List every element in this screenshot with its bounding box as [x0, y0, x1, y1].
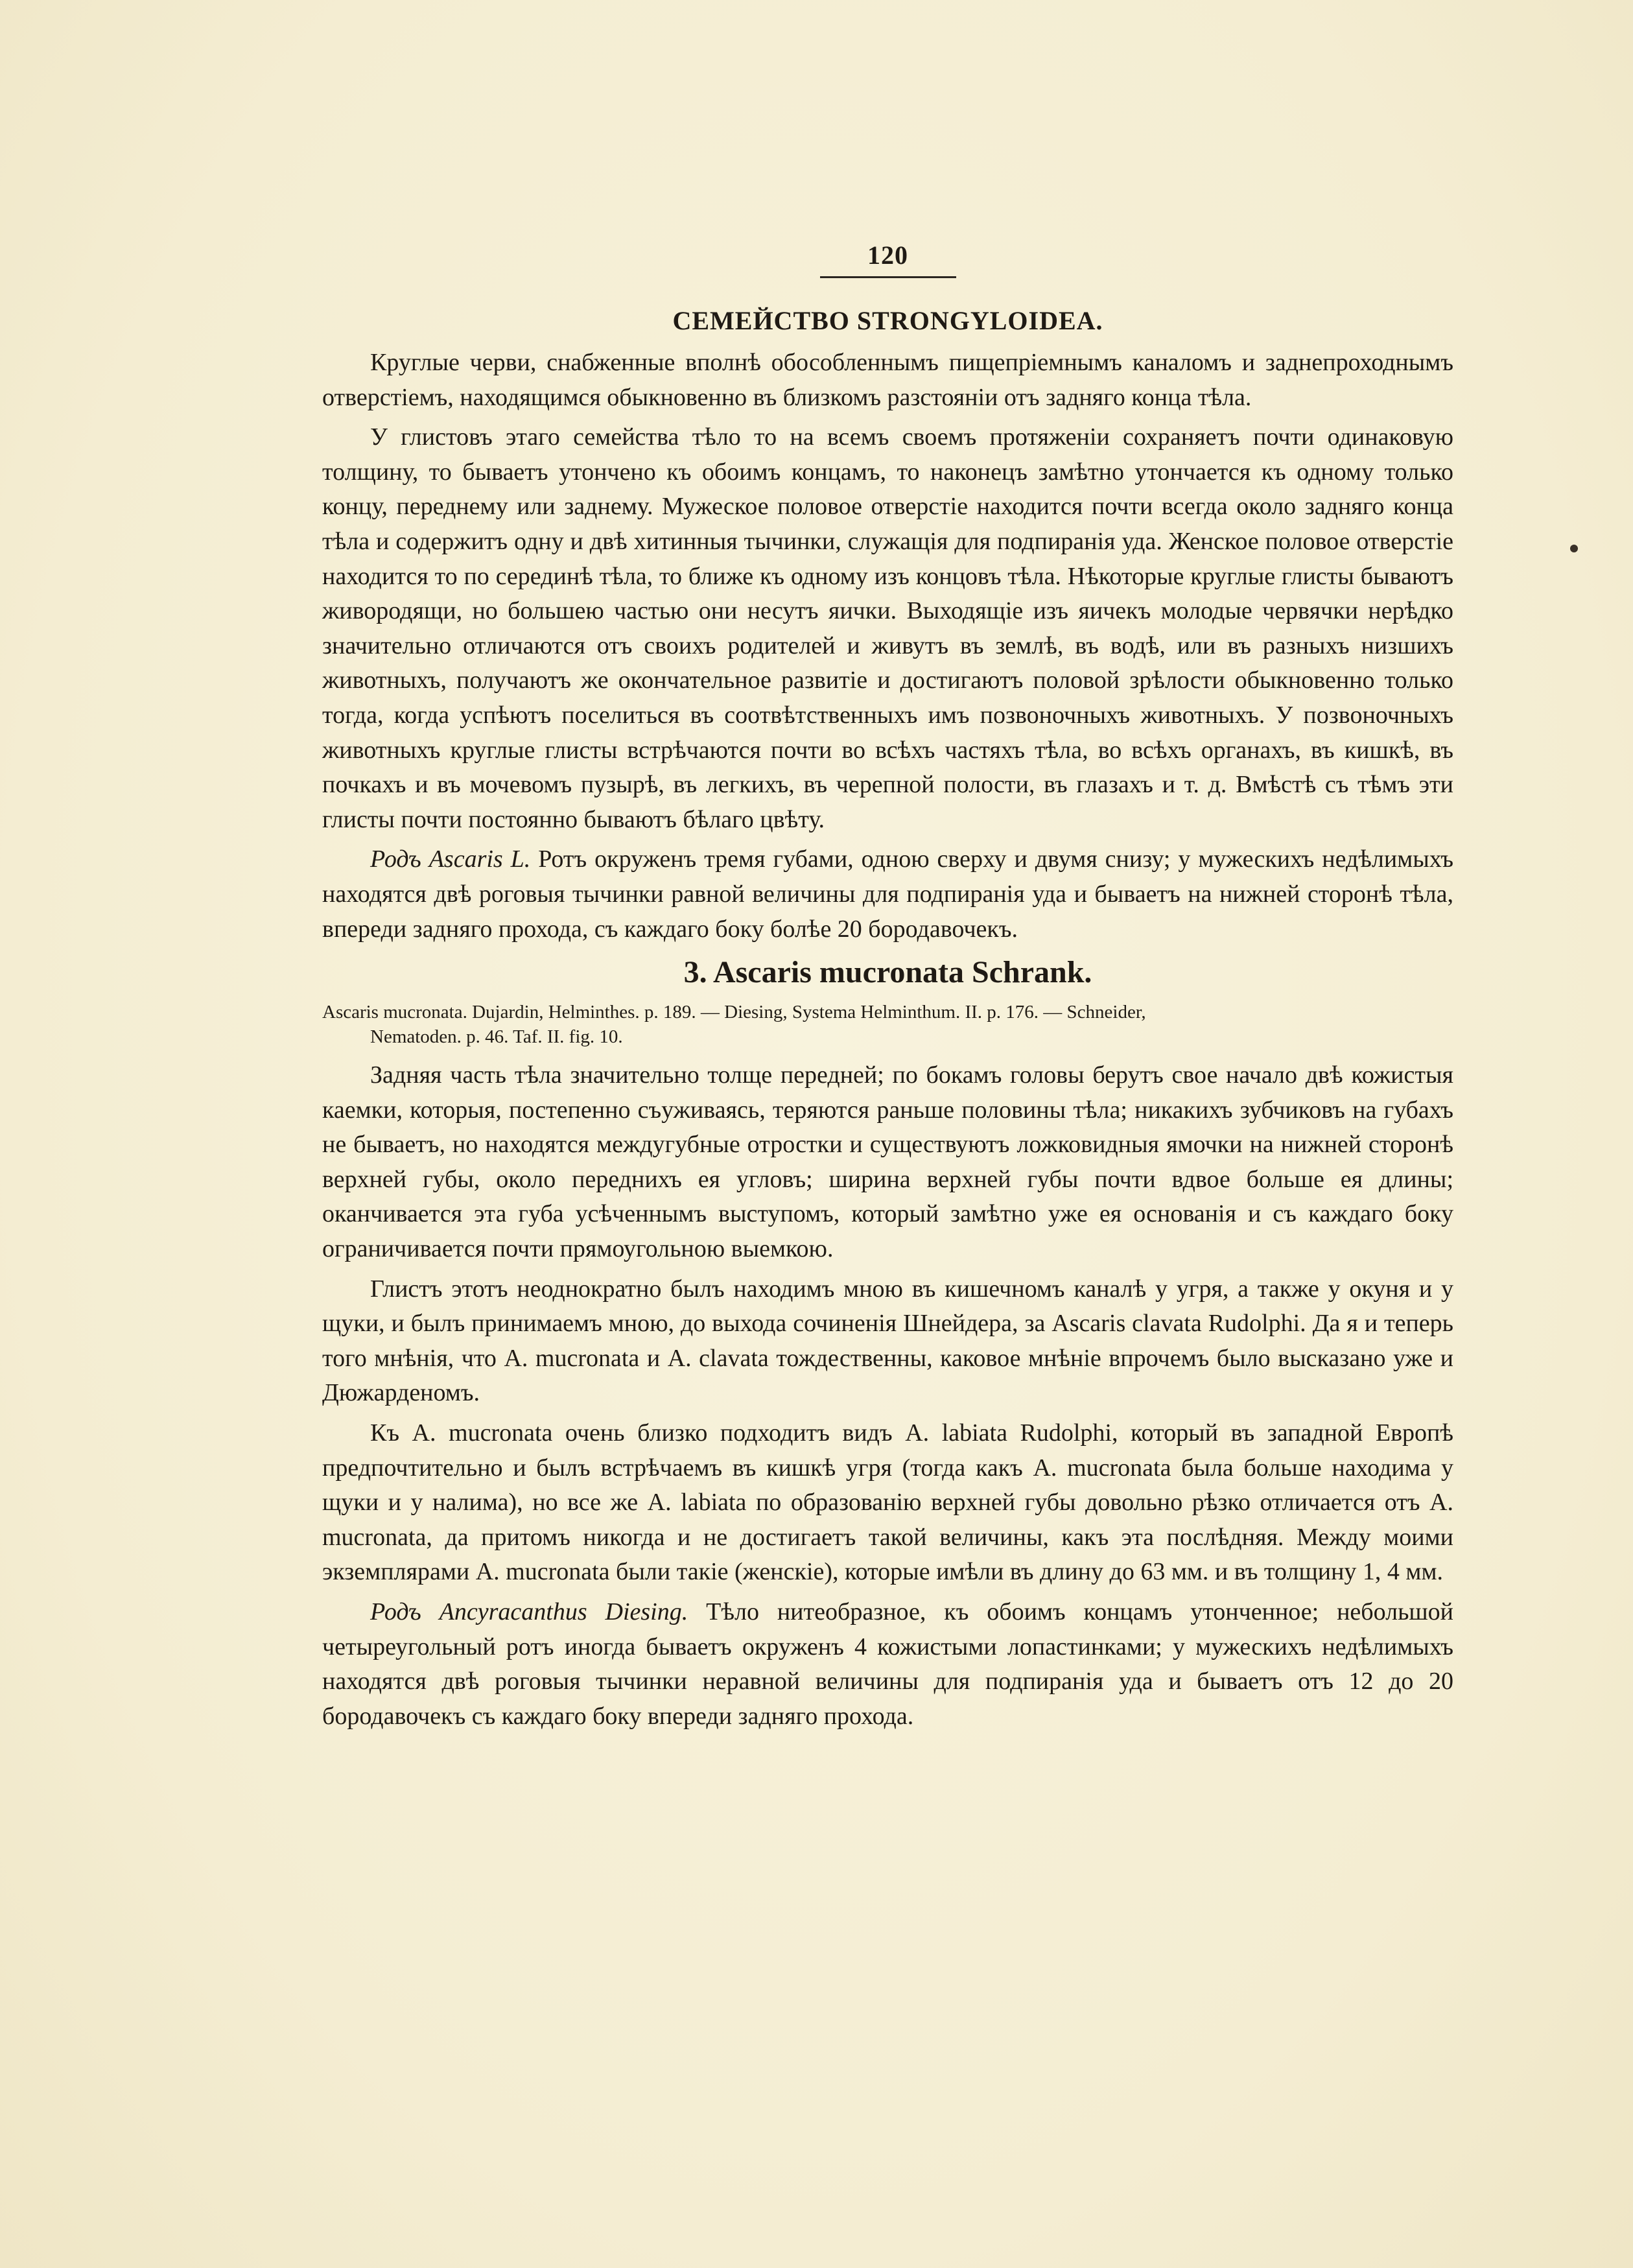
paragraph-intro-2: У глистовъ этаго семейства тѣло то на всемъ своемъ протяженіи сохраняетъ почти одинаковую толщину, то бываетъ утончено къ обоимъ концамъ, то наконецъ замѣтно утончается къ одному только концу, переднему или заднему. Мужеское половое отверстіе находится почти всегда около задняго конца тѣла и содержитъ одну и двѣ хитинныя тычинки, служащія для подпиранія уда. Женское половое отверстіе находится то по серединѣ тѣла, то ближе къ одному изъ концовъ тѣла. Нѣкоторые круглые глисты бываютъ живородящи, но большею частью они несутъ яички. Выходящіе изъ яичекъ молодые червячки нерѣдко значительно отличаются отъ своихъ родителей и живутъ въ землѣ, въ водѣ, или въ разныхъ низшихъ животныхъ, получаютъ же окончательное развитіе и достигаютъ половой зрѣлости обыкновенно только тогда, когда успѣютъ поселиться въ соотвѣтственныхъ имъ позвоночныхъ животныхъ. У позвоночныхъ животныхъ круглые глисты встрѣчаются почти во всѣхъ частяхъ тѣла, во всѣхъ органахъ, въ кишкѣ, въ почкахъ и въ мочевомъ пузырѣ, въ легкихъ, въ черепной полости, въ глазахъ и т. д. Вмѣстѣ съ тѣмъ эти глисты почти постоянно бываютъ бѣлаго цвѣту. — [322, 423, 1453, 833]
genus-ascaris-text: Ротъ окруженъ тремя губами, одною сверху и двумя снизу; у мужескихъ недѣлимыхъ находятся двѣ роговыя тычинки равной величины для подпиранія уда и бываетъ на нижней сторонѣ тѣла, впереди задняго прохода, съ каждаго боку болѣе 20 бородавочекъ. — [322, 845, 1453, 943]
synonymy-line-2: Nematoden. p. 46. Taf. II. fig. 10. — [370, 1026, 623, 1048]
paragraph-genus-ascaris — [322, 842, 1453, 947]
paragraph-species-2: Глистъ этотъ неоднократно былъ находимъ мною въ кишечномъ каналѣ у угря, а также у окуня и у щуки, и былъ принимаемъ мною, до выхода сочиненія Шнейдера, за Ascaris clavata Rudolphi. Да я и теперь того мнѣнія, что A. mucronata и A. clavata тождественны, каковое мнѣніе впрочемъ было высказано уже и Дюжарденомъ. — [322, 1275, 1453, 1407]
synonymy-line-1: Ascaris mucronata. Dujardin, Helminthes. p. 189. — Diesing, Systema Helminthum. II. p. 176. — Schneider, — [322, 1002, 1146, 1023]
genus-ancyracanthus-text: Тѣло нитеобразное, къ обоимъ концамъ утонченное; небольшой четыреугольный ротъ иногда бываетъ окруженъ 4 кожистыми лопастинками; у мужескихъ недѣлимыхъ находятся двѣ роговыя тычинки неравной величины для подпиранія уда и бываетъ отъ 12 до 20 бородавочекъ съ каждаго боку впереди задняго прохода. — [322, 1598, 1453, 1730]
paragraph-species-1: Задняя часть тѣла значительно толще передней; по бокамъ головы берутъ свое начало двѣ кожистыя каемки, которыя, постепенно съуживаясь, теряются раньше половины тѣла; никакихъ зубчиковъ на губахъ не бываетъ, но находятся междугубные отростки и существуютъ ложковидныя ямочки на нижней сторонѣ верхней губы, около переднихъ ея угловъ; ширина верхней губы почти вдвое больше ея длины; оканчивается эта губа усѣченнымъ выступомъ, который замѣтно уже ея основанія и съ каждаго боку ограничивается почти прямоугольною выемкою. — [322, 1061, 1453, 1263]
page-number-rule — [820, 276, 956, 278]
species-title: 3. Ascaris mucronata Schrank. — [683, 955, 1092, 990]
paragraph-species-3: Къ A. mucronata очень близко подходитъ видъ A. labiata Rudolphi, который въ западной Европѣ предпочтительно и былъ встрѣчаемъ въ кишкѣ угря (тогда какъ A. mucronata была больше находима у щуки и у налима), но все же A. labiata по образованію верхней губы довольно рѣзко отличается отъ A. mucronata, да притомъ никогда и не достигаетъ такой величины, какъ эта послѣдняя. Между моими экземплярами A. mucronata были такіе (женскіе), которые имѣли въ длину до 63 мм. и въ толщину 1, 4 мм. — [322, 1419, 1453, 1586]
synonymy-block — [322, 1000, 1453, 1049]
paragraph-intro-1: Круглые черви, снабженные вполнѣ обособленнымъ пищепріемнымъ каналомъ и заднепроходнымъ отверстіемъ, находящимся обыкновенно въ близкомъ разстояніи отъ задняго конца тѣла. — [322, 349, 1453, 411]
genus-ancyracanthus-label: Родъ Ancyracanthus Diesing. — [370, 1598, 688, 1625]
page-number: 120 — [867, 241, 908, 270]
paragraph-genus-ancyracanthus — [322, 1595, 1453, 1734]
text-column — [322, 240, 1453, 1734]
section-title: СЕМЕЙСТВО STRONGYLOIDEA. — [672, 306, 1103, 335]
margin-ink-dot — [1570, 545, 1578, 552]
genus-ascaris-label: Родъ Ascaris L. — [370, 845, 531, 873]
